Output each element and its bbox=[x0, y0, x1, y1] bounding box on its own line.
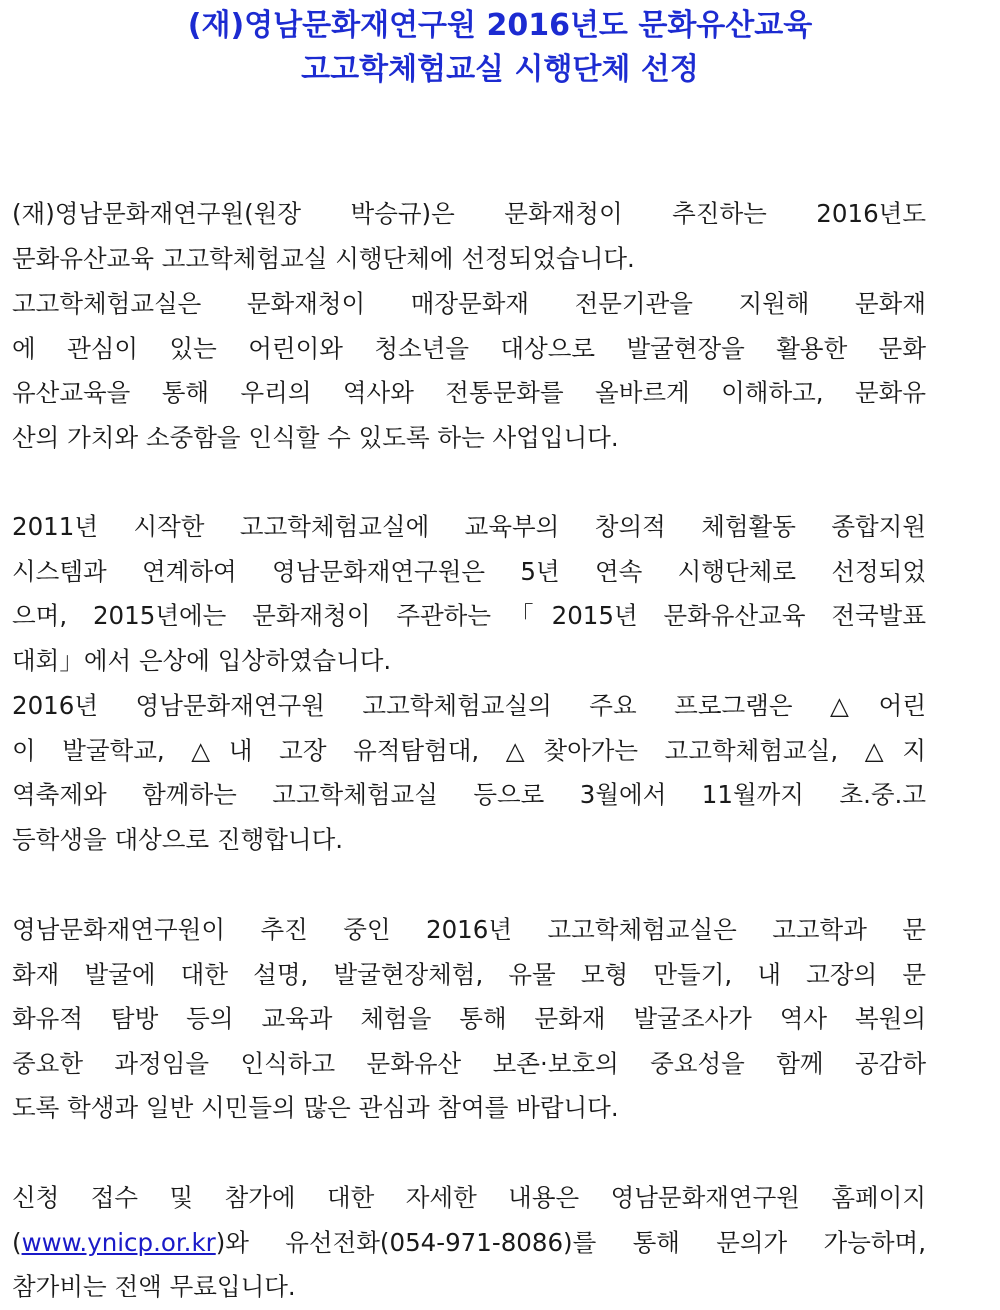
text-line: 산의 가치와 소중함을 인식할 수 있도록 하는 사업입니다. bbox=[12, 422, 619, 452]
text-line: 영남문화재연구원이 추진 중인 2016년 고고학체험교실은 고고학과 문 bbox=[12, 915, 926, 944]
text-line: 등학생을 대상으로 진행합니다. bbox=[12, 824, 344, 854]
text-line: 화유적 탐방 등의 교육과 체험을 통해 문화재 발굴조사가 역사 복원의 bbox=[12, 1004, 926, 1034]
text-line: 에 관심이 있는 어린이와 청소년을 대상으로 발굴현장을 활용한 문화 bbox=[12, 333, 926, 363]
paragraph-selection bbox=[12, 192, 926, 281]
text-line: 이 발굴학교, △내 고장 유적탐험대, △찾아가는 고고학체험교실, △지 bbox=[12, 735, 926, 765]
text-line: 신청 접수 및 참가에 대한 자세한 내용은 영남문화재연구원 홈페이지 bbox=[12, 1183, 926, 1212]
paragraph-program-intro bbox=[12, 282, 926, 460]
paragraph-history bbox=[12, 505, 926, 683]
text-line: 도록 학생과 일반 시민들의 많은 관심과 참여를 바랍니다. bbox=[12, 1093, 619, 1123]
title-line-2: 고고학체험교실 시행단체 선정 bbox=[301, 52, 699, 87]
contact-text: )와 유선전화(054-971-8086)를 통해 문의가 가능하며, bbox=[215, 1227, 926, 1257]
text-line-with-link bbox=[12, 1221, 926, 1266]
text-line: 중요한 과정임을 인식하고 문화유산 보존·보호의 중요성을 함께 공감하 bbox=[12, 1048, 926, 1078]
text-line: 으며, 2015년에는 문화재청이 주관하는「2015년 문화유산교육 전국발표 bbox=[12, 601, 926, 631]
text-line: 화재 발굴에 대한 설명, 발굴현장체험, 유물 모형 만들기, 내 고장의 문 bbox=[12, 959, 926, 989]
text-line: 참가비는 전액 무료입니다. bbox=[12, 1272, 296, 1302]
text-line: 대회」에서 은상에 입상하였습니다. bbox=[12, 645, 392, 675]
text-line: 시스템과 연계하여 영남문화재연구원은 5년 연속 시행단체로 선정되었 bbox=[12, 556, 926, 586]
title-line-1: (재)영남문화재연구원 2016년도 문화유산교육 bbox=[187, 8, 813, 43]
document-title bbox=[0, 4, 1000, 92]
text-line: (재)영남문화재연구원(원장 박승규)은 문화재청이 추진하는 2016년도 bbox=[12, 199, 926, 228]
homepage-link[interactable]: www.ynicp.or.kr bbox=[21, 1227, 216, 1257]
text-line: 문화유산교육 고고학체험교실 시행단체에 선정되었습니다. bbox=[12, 243, 635, 273]
text-line: 역축제와 함께하는 고고학체험교실 등으로 3월에서 11월까지 초.중.고 bbox=[12, 780, 926, 810]
text-line: 2011년 시작한 고고학체험교실에 교육부의 창의적 체험활동 종합지원 bbox=[12, 512, 926, 541]
text-line: 2016년 영남문화재연구원 고고학체험교실의 주요 프로그램은 △어린 bbox=[12, 691, 926, 720]
paragraph-contact bbox=[12, 1176, 926, 1310]
paragraph-goals bbox=[12, 908, 926, 1131]
paren-open: ( bbox=[12, 1227, 22, 1257]
text-line: 유산교육을 통해 우리의 역사와 전통문화를 올바르게 이해하고, 문화유 bbox=[12, 378, 926, 408]
paragraph-programs bbox=[12, 684, 926, 862]
text-line: 고고학체험교실은 문화재청이 매장문화재 전문기관을 지원해 문화재 bbox=[12, 289, 926, 318]
